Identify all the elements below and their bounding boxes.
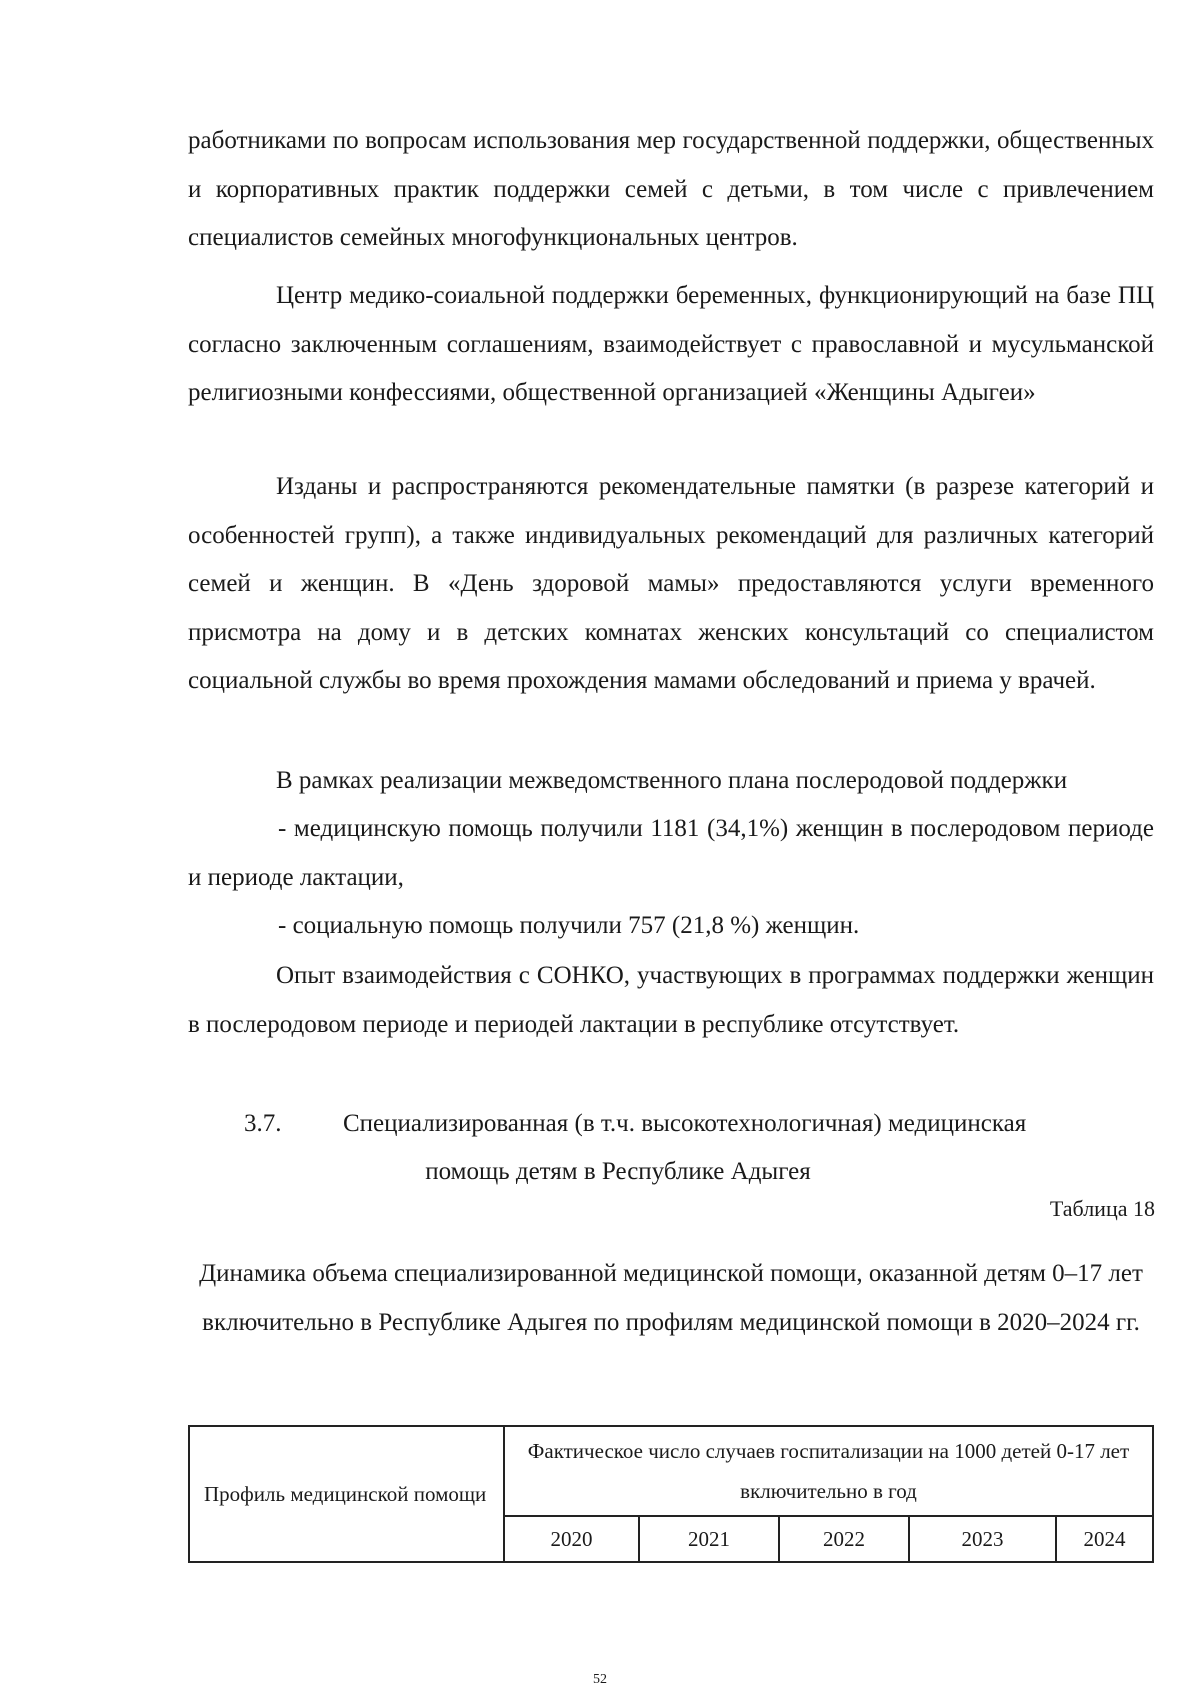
paragraph-text: Опыт взаимодействия с СОНКО, участвующих в программах поддержки женщин в послеродовом периоде и периодей лактации в республике отсутствует. — [188, 962, 1154, 1038]
hospitalization-table — [188, 1425, 1154, 1563]
section-number: 3.7. — [244, 1110, 282, 1137]
group-header: Фактическое число случаев госпитализации на 1000 детей 0-17 лет включительно в год — [504, 1426, 1153, 1516]
paragraph-3 — [188, 463, 1154, 706]
profile-header: Профиль медицинской помощи — [189, 1426, 504, 1562]
paragraph-text: В рамках реализации межведомственного плана послеродовой поддержки — [276, 767, 1068, 794]
year-header-2020: 2020 — [504, 1516, 639, 1562]
paragraph-text: - медицинскую помощь получили 1181 (34,1%) женщин в послеродовом периоде и периоде лактации, — [188, 815, 1154, 891]
year-header-2021: 2021 — [639, 1516, 779, 1562]
paragraph-4 — [188, 757, 1154, 806]
paragraph-2 — [188, 272, 1154, 418]
table-label: Таблица 18 — [1049, 1196, 1155, 1221]
section-title-line-1: Специализированная (в т.ч. высокотехнологичная) медицинская — [343, 1110, 1027, 1137]
paragraph-text: - социальную помощь получили 757 (21,8 %) женщин. — [278, 912, 860, 939]
table-caption: Динамика объема специализированной медицинской помощи, оказанной детям 0–17 лет включительно в Республике Адыгея по профилям медицинской помощи в 2020–2024 гг. — [199, 1260, 1143, 1336]
paragraph-7 — [188, 952, 1154, 1049]
paragraph-6 — [188, 902, 1154, 951]
paragraph-text: Центр медико-соиальной поддержки беременных, функционирующий на базе ПЦ согласно заключенным соглашениям, взаимодействует с православной и мусульманской религиозными конфессиями, общественной организацией «Женщины Адыгеи» — [188, 282, 1154, 406]
year-header-2023: 2023 — [909, 1516, 1056, 1562]
page-number: 52 — [593, 1672, 607, 1687]
paragraph-text: работниками по вопросам использования мер государственной поддержки, общественных и корпоративных практик поддержки семей с детьми, в том числе с привлечением специалистов семейных многофункциональных центров. — [188, 127, 1154, 251]
paragraph-5 — [188, 805, 1154, 902]
table-header-row — [189, 1426, 1153, 1516]
section-title-line-2: помощь детям в Республике Адыгея — [425, 1158, 811, 1185]
paragraph-1 — [188, 117, 1154, 263]
year-header-2024: 2024 — [1056, 1516, 1153, 1562]
year-header-2022: 2022 — [779, 1516, 909, 1562]
paragraph-text: Изданы и распространяются рекомендательные памятки (в разрезе категорий и особенностей групп), а также индивидуальных рекомендаций для различных категорий семей и женщин. В «День здоровой мамы» предоставляются услуги временного присмотра на дому и в детских комнатах женских консультаций со специалистом социальной службы во время прохождения мамами обследований и приема у врачей. — [188, 473, 1154, 694]
